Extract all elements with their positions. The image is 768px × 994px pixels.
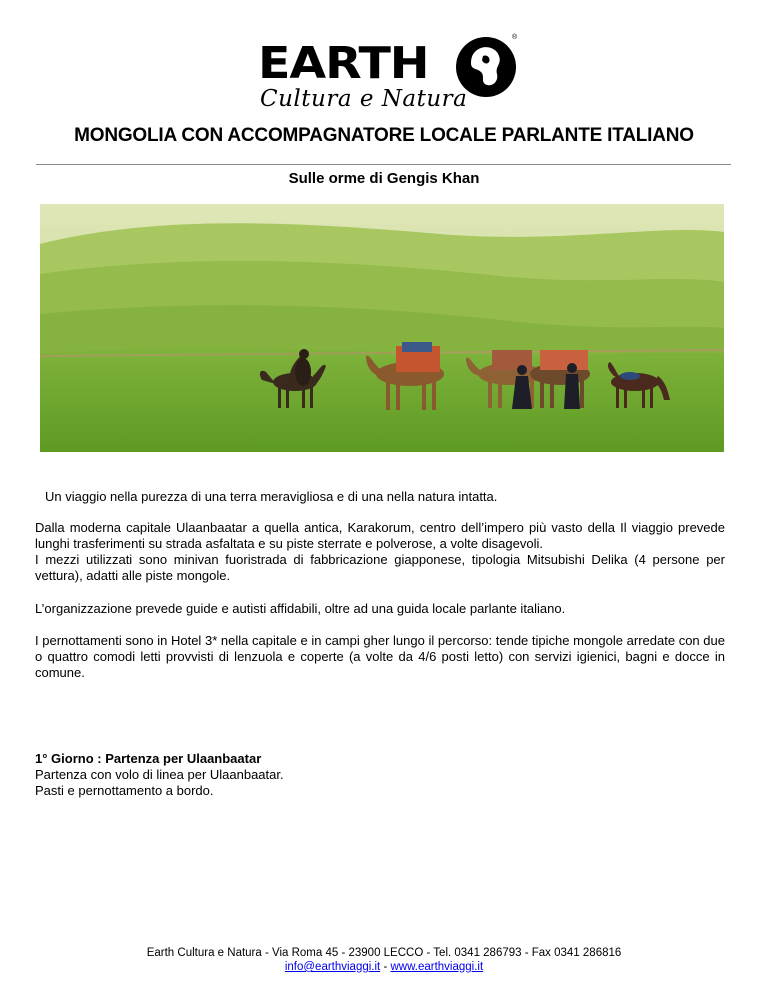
day-1-line2: Pasti e pernottamento a bordo. <box>35 783 214 798</box>
paragraph-itinerary-line1: Dalla moderna capitale Ulaanbaatar a quella antica, Karakorum, centro dell’impero più vasto della Il viaggio prevede lunghi trasferimenti su strada asfaltata e su piste sterrate e polverose, a volte disagevoli. <box>35 520 725 551</box>
footer-email-link[interactable]: info@earthviaggi.it <box>284 961 381 973</box>
earth-logo <box>258 34 523 112</box>
photo-illustration <box>40 204 724 452</box>
footer-address: Earth Cultura e Natura - Via Roma 45 - 23900 LECCO - Tel. 0341 286793 - Fax 0341 286816 <box>146 947 622 959</box>
page-footer <box>0 946 768 974</box>
paragraph-itinerary <box>35 520 725 584</box>
footer-website-link[interactable]: www.earthviaggi.it <box>390 961 484 973</box>
title-divider <box>36 164 731 165</box>
paragraph-itinerary-line2: I mezzi utilizzati sono minivan fuoristrada di fabbricazione giapponese, tipologia Mitsubishi Delika (4 persone per vettura), adatti alle piste mongole. <box>35 552 725 583</box>
intro-text: Un viaggio nella purezza di una terra meravigliosa e di una nella natura intatta. <box>45 489 498 504</box>
footer-separator: - <box>380 961 391 973</box>
paragraph-accommodation: I pernottamenti sono in Hotel 3* nella capitale e in campi gher lungo il percorso: tende tipiche mongole arredate con due o quattro comodi letti provvisti di lenzuola e coperte (a volte da 4/6 posti letto) con servizi igienici, bagni e docce in comune. <box>35 633 725 680</box>
page-subtitle: Sulle orme di Gengis Khan <box>288 170 480 187</box>
registered-mark: ® <box>512 34 518 41</box>
footer-links <box>0 960 768 974</box>
paragraph-organization: L’organizzazione prevede guide e autisti affidabili, oltre ad una guida locale parlante italiano. <box>35 601 566 616</box>
day-1-section <box>35 751 725 799</box>
day-1-line1: Partenza con volo di linea per Ulaanbaatar. <box>35 767 284 782</box>
page-title: MONGOLIA CON ACCOMPAGNATORE LOCALE PARLANTE ITALIANO <box>74 125 694 146</box>
caravan-landscape-photo <box>40 204 724 452</box>
logo-wordmark: EARTH <box>258 38 429 89</box>
day-1-title: 1° Giorno : Partenza per Ulaanbaatar <box>35 751 262 766</box>
logo-tagline: Cultura e Natura <box>260 86 468 112</box>
